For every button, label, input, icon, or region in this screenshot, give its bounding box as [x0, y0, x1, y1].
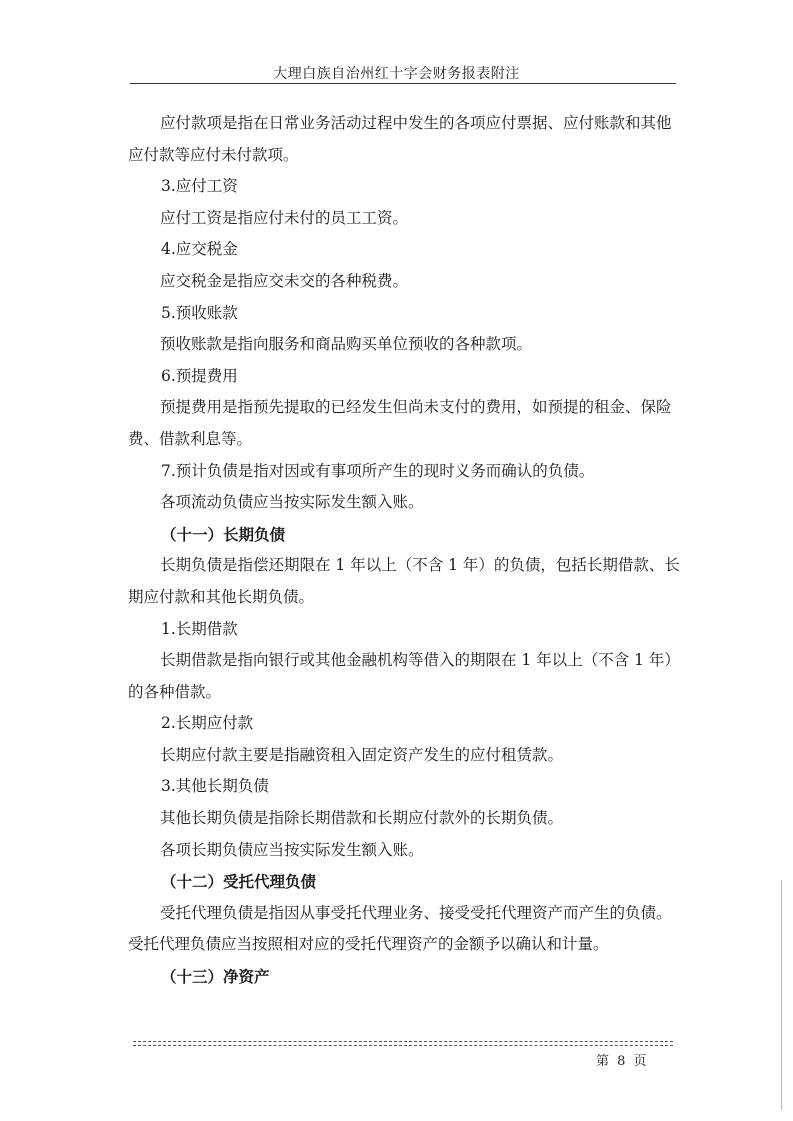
paragraph-line: 长期负债是指偿还期限在 1 年以上（不含 1 年）的负债，包括长期借款、长	[160, 556, 680, 575]
paragraph-line: 的各种借款。	[128, 682, 222, 701]
paragraph-line: 其他长期负债是指除长期借款和长期应付款外的长期负债。	[160, 809, 564, 828]
paragraph-line: 受托代理负债应当按照相对应的受托代理资产的金额予以确认和计量。	[128, 935, 609, 954]
section-heading: （十一）长期负债	[161, 524, 286, 544]
item-heading: 1.长期借款	[161, 619, 238, 638]
document-body	[128, 108, 688, 993]
paragraph-line: 应付款等应付未付款项。	[128, 145, 299, 164]
paragraph-line: 各项流动负债应当按实际发生额入账。	[160, 493, 424, 512]
paragraph-line: 受托代理负债是指因从事受托代理业务、接受受托代理资产而产生的负债。	[160, 903, 672, 922]
item-heading: 2.长期应付款	[161, 714, 254, 733]
paragraph-line: 应交税金是指应交未交的各种税费。	[160, 271, 409, 290]
item-heading: 3.应付工资	[161, 177, 238, 196]
page-header-title: 大理白族自治州红十字会财务报表附注	[273, 66, 520, 82]
paragraph-line: 7.预计负债是指对因或有事项所产生的现时义务而确认的负债。	[161, 461, 595, 480]
item-heading: 3.其他长期负债	[161, 777, 269, 796]
page-number: 第 8 页	[596, 1054, 649, 1069]
item-heading: 6.预提费用	[161, 366, 238, 385]
paragraph-line: 各项长期负债应当按实际发生额入账。	[160, 840, 424, 859]
paragraph-line: 长期应付款主要是指融资租入固定资产发生的应付租赁款。	[160, 745, 564, 764]
header-divider	[130, 83, 676, 84]
paragraph-line: 预提费用是指预先提取的已经发生但尚未支付的费用，如预提的租金、保险	[160, 398, 672, 417]
paragraph-line: 应付工资是指应付未付的员工工资。	[160, 208, 409, 227]
paragraph-line: 预收账款是指向服务和商品购买单位预收的各种款项。	[160, 335, 533, 354]
item-heading: 5.预收账款	[161, 303, 238, 322]
section-heading: （十三）净资产	[161, 967, 270, 987]
paragraph-line: 费、借款利息等。	[128, 429, 253, 448]
footer-divider	[133, 1041, 673, 1042]
paragraph-line: 期应付款和其他长期负债。	[128, 587, 315, 606]
section-heading: （十二）受托代理负债	[161, 872, 317, 892]
scan-artifact-line	[781, 880, 782, 1110]
item-heading: 4.应交税金	[161, 240, 238, 259]
footer-divider	[133, 1045, 673, 1046]
paragraph-line: 应付款项是指在日常业务活动过程中发生的各项应付票据、应付账款和其他	[160, 114, 672, 132]
paragraph-line: 长期借款是指向银行或其他金融机构等借入的期限在 1 年以上（不含 1 年）	[160, 651, 680, 670]
